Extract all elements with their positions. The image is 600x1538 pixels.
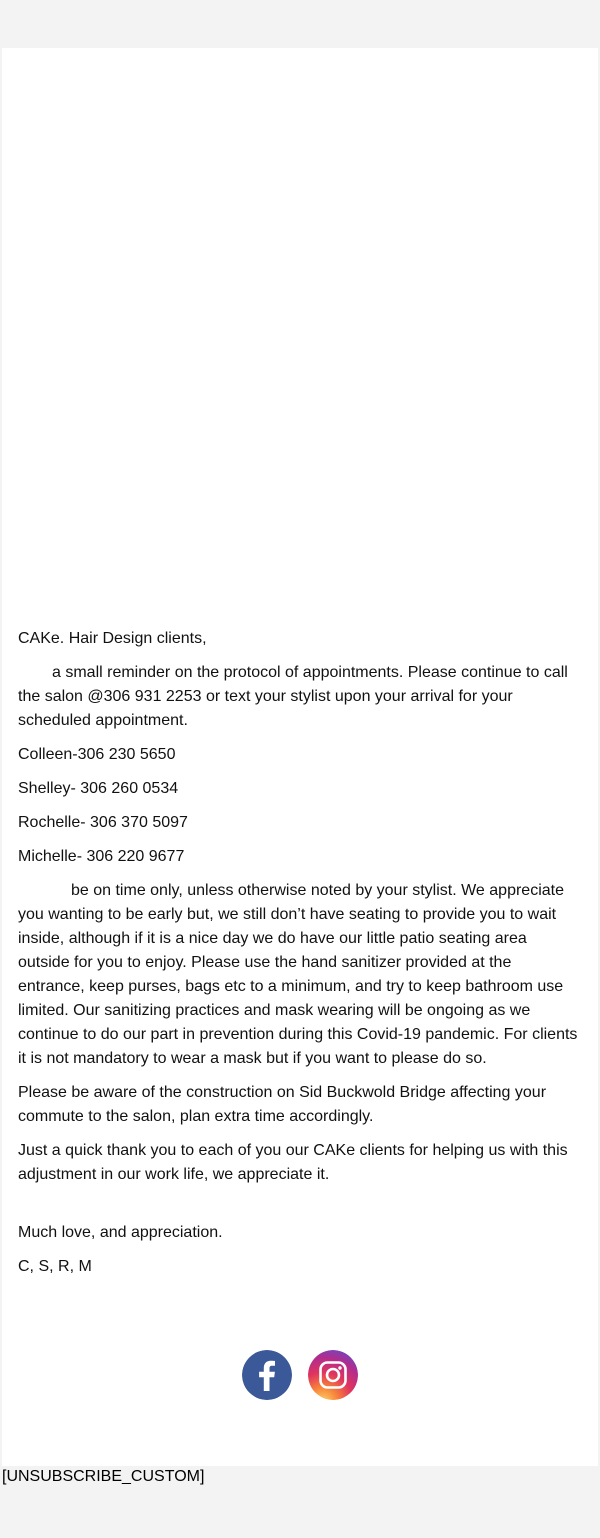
email-card	[2, 48, 598, 1466]
contact-colleen: Colleen-306 230 5650	[18, 746, 176, 763]
email-body	[18, 627, 578, 1289]
thanks-paragraph: Just a quick thank you to each of you our CAKe clients for helping us with this adjustment in our work life, we appreciate it.	[18, 1142, 568, 1183]
closing-line: Much love, and appreciation.	[18, 1224, 223, 1241]
blank-line	[18, 1197, 578, 1221]
protocol-paragraph: be on time only, unless otherwise noted by your stylist. We appreciate you wanting to be early but, we still don’t have seating to provide you to wait inside, although if it is a nice day we do have our little patio seating area outside for you to enjoy. Please use the hand sanitizer provided at the entrance, keep purses, bags etc to a minimum, and try to keep bathroom use limited. Our sanitizing practices and mask wearing will be ongoing as we continue to do our part in prevention during this Covid-19 pandemic. For clients it is not mandatory to wear a mask but if you want to please do so.	[18, 882, 578, 1067]
construction-notice: Please be aware of the construction on Sid Buckwold Bridge affecting your commute to the salon, plan extra time accordingly.	[18, 1084, 547, 1125]
social-links	[2, 1350, 598, 1400]
reminder-paragraph: a small reminder on the protocol of appointments. Please continue to call the salon @306 931 2253 or text your stylist upon your arrival for your scheduled appointment.	[18, 664, 568, 729]
signature: C, S, R, M	[18, 1258, 92, 1275]
facebook-icon	[242, 1350, 292, 1400]
hero-image	[2, 48, 598, 608]
contact-michelle: Michelle- 306 220 9677	[18, 848, 185, 865]
instagram-icon	[308, 1350, 358, 1400]
instagram-link[interactable]	[308, 1350, 358, 1400]
contact-shelley: Shelley- 306 260 0534	[18, 780, 179, 797]
contact-rochelle: Rochelle- 306 370 5097	[18, 814, 188, 831]
unsubscribe-link[interactable]: [UNSUBSCRIBE_CUSTOM]	[2, 1468, 205, 1485]
greeting: CAKe. Hair Design clients,	[18, 630, 207, 647]
facebook-link[interactable]	[242, 1350, 292, 1400]
